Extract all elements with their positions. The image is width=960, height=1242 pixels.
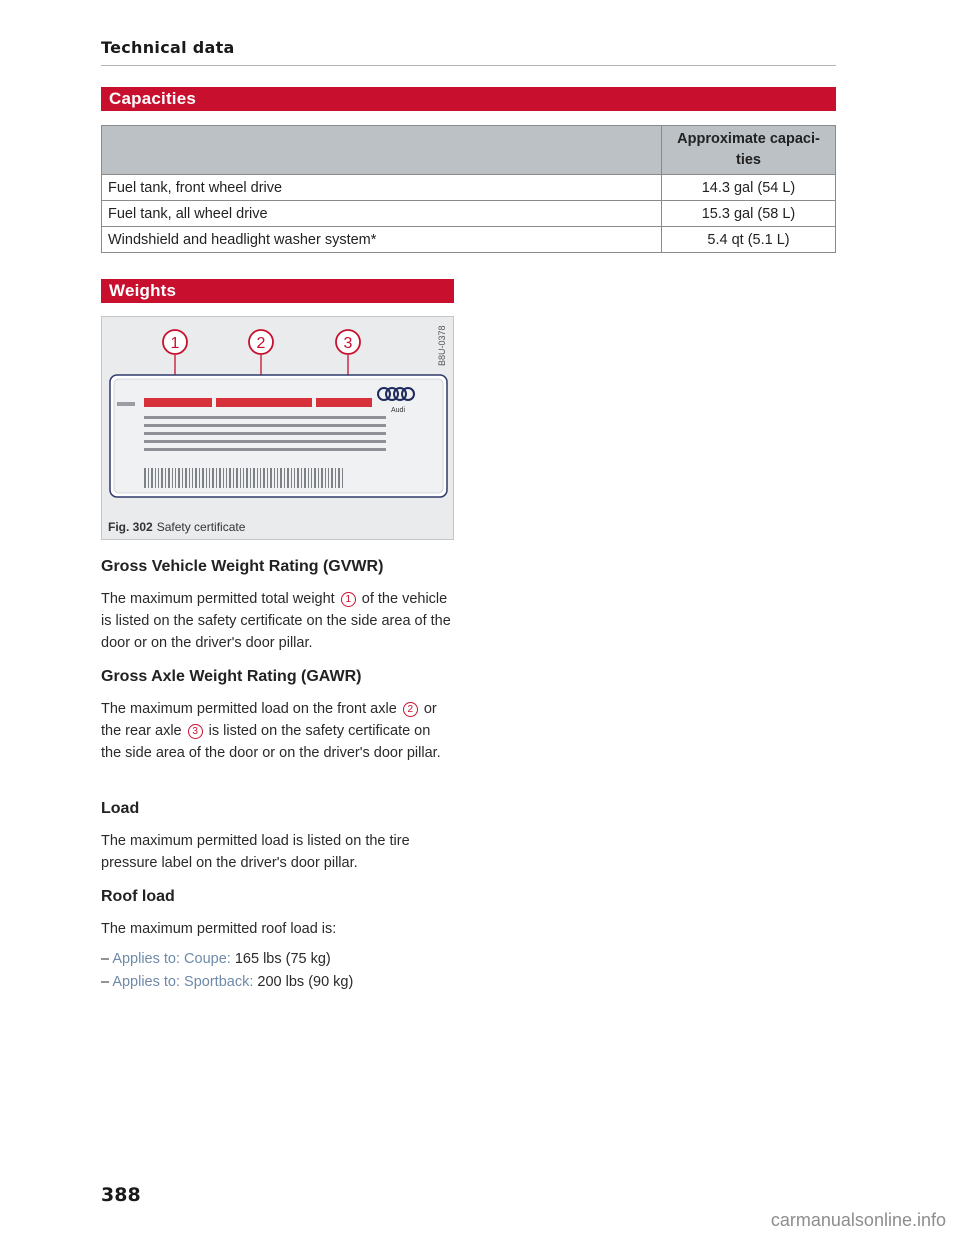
- callout-3-label: 3: [343, 335, 353, 352]
- table-header-capacity-text: Approximate capaci- ties: [677, 131, 820, 168]
- section-heading-capacities: Capacities: [101, 87, 836, 111]
- table-header-capacity: [662, 126, 836, 175]
- list-dash: –: [101, 951, 110, 967]
- page-number: 388: [101, 1184, 141, 1206]
- safety-certificate-illustration: [102, 317, 455, 541]
- safety-certificate-figure: [101, 316, 454, 540]
- table-row: [102, 175, 836, 201]
- table-cell-value: 14.3 gal (54 L): [662, 175, 836, 201]
- table-row: [102, 227, 836, 253]
- applies-to-label: Applies to: Coupe:: [112, 951, 231, 967]
- table-cell-item: Windshield and headlight washer system*: [102, 227, 662, 253]
- table-cell-item: Fuel tank, all wheel drive: [102, 201, 662, 227]
- callout-2-label: 2: [256, 335, 266, 352]
- gawr-text-c: is listed on the safety certificate on the side area of the door or on the driver's door pillar.: [101, 723, 441, 761]
- table-row: [102, 201, 836, 227]
- gawr-text-b: or the rear axle: [101, 701, 437, 739]
- audi-logo-text: Audi: [391, 407, 406, 414]
- callout-1-label: 1: [170, 335, 180, 352]
- callout-ref-icon: 1: [341, 592, 356, 607]
- callout-2-icon: [249, 330, 273, 354]
- roof-load-heading: Roof load: [101, 888, 175, 905]
- section-heading-weights: Weights: [101, 279, 454, 303]
- figure-code: B8U-0378: [437, 325, 447, 367]
- roof-load-value: 165 lbs (75 kg): [234, 951, 331, 967]
- gawr-heading: Gross Axle Weight Rating (GAWR): [101, 668, 362, 685]
- applies-to-label: Applies to: Sportback:: [112, 974, 254, 990]
- table-cell-item: Fuel tank, front wheel drive: [102, 175, 662, 201]
- callout-3-icon: [336, 330, 360, 354]
- gvwr-heading: Gross Vehicle Weight Rating (GVWR): [101, 558, 384, 575]
- roof-load-value: 200 lbs (90 kg): [257, 974, 354, 990]
- list-item: [101, 951, 331, 967]
- watermark-text: carmanualsonline.info: [770, 1210, 946, 1230]
- figure-caption-text: Safety certificate: [156, 520, 246, 534]
- table-cell-value: 15.3 gal (58 L): [662, 201, 836, 227]
- roof-load-paragraph: The maximum permitted roof load is:: [101, 921, 337, 937]
- figure-caption-number: Fig. 302: [108, 520, 153, 534]
- gawr-paragraph: [101, 698, 446, 764]
- gvwr-paragraph: [101, 588, 461, 654]
- table-header-row: [102, 126, 836, 175]
- gvwr-text-b: of the vehicle is listed on the safety certificate on the side area of the door or on the driver's door pillar.: [101, 591, 451, 651]
- gvwr-text-a: The maximum permitted total weight: [101, 591, 335, 607]
- list-dash: –: [101, 974, 110, 990]
- callout-1-icon: [163, 330, 187, 354]
- table-header-item: [102, 126, 662, 175]
- list-item: [101, 974, 353, 990]
- table-cell-value: 5.4 qt (5.1 L): [662, 227, 836, 253]
- figure-caption: [108, 520, 245, 534]
- load-paragraph: The maximum permitted load is listed on the tire pressure label on the driver's door pillar.: [101, 833, 410, 871]
- capacities-table: [101, 125, 836, 253]
- callout-ref-icon: 2: [403, 702, 418, 717]
- gawr-text-a: The maximum permitted load on the front axle: [101, 701, 397, 717]
- page-header-title: Technical data: [101, 38, 836, 66]
- callout-ref-icon: 3: [188, 724, 203, 739]
- load-heading: Load: [101, 800, 140, 817]
